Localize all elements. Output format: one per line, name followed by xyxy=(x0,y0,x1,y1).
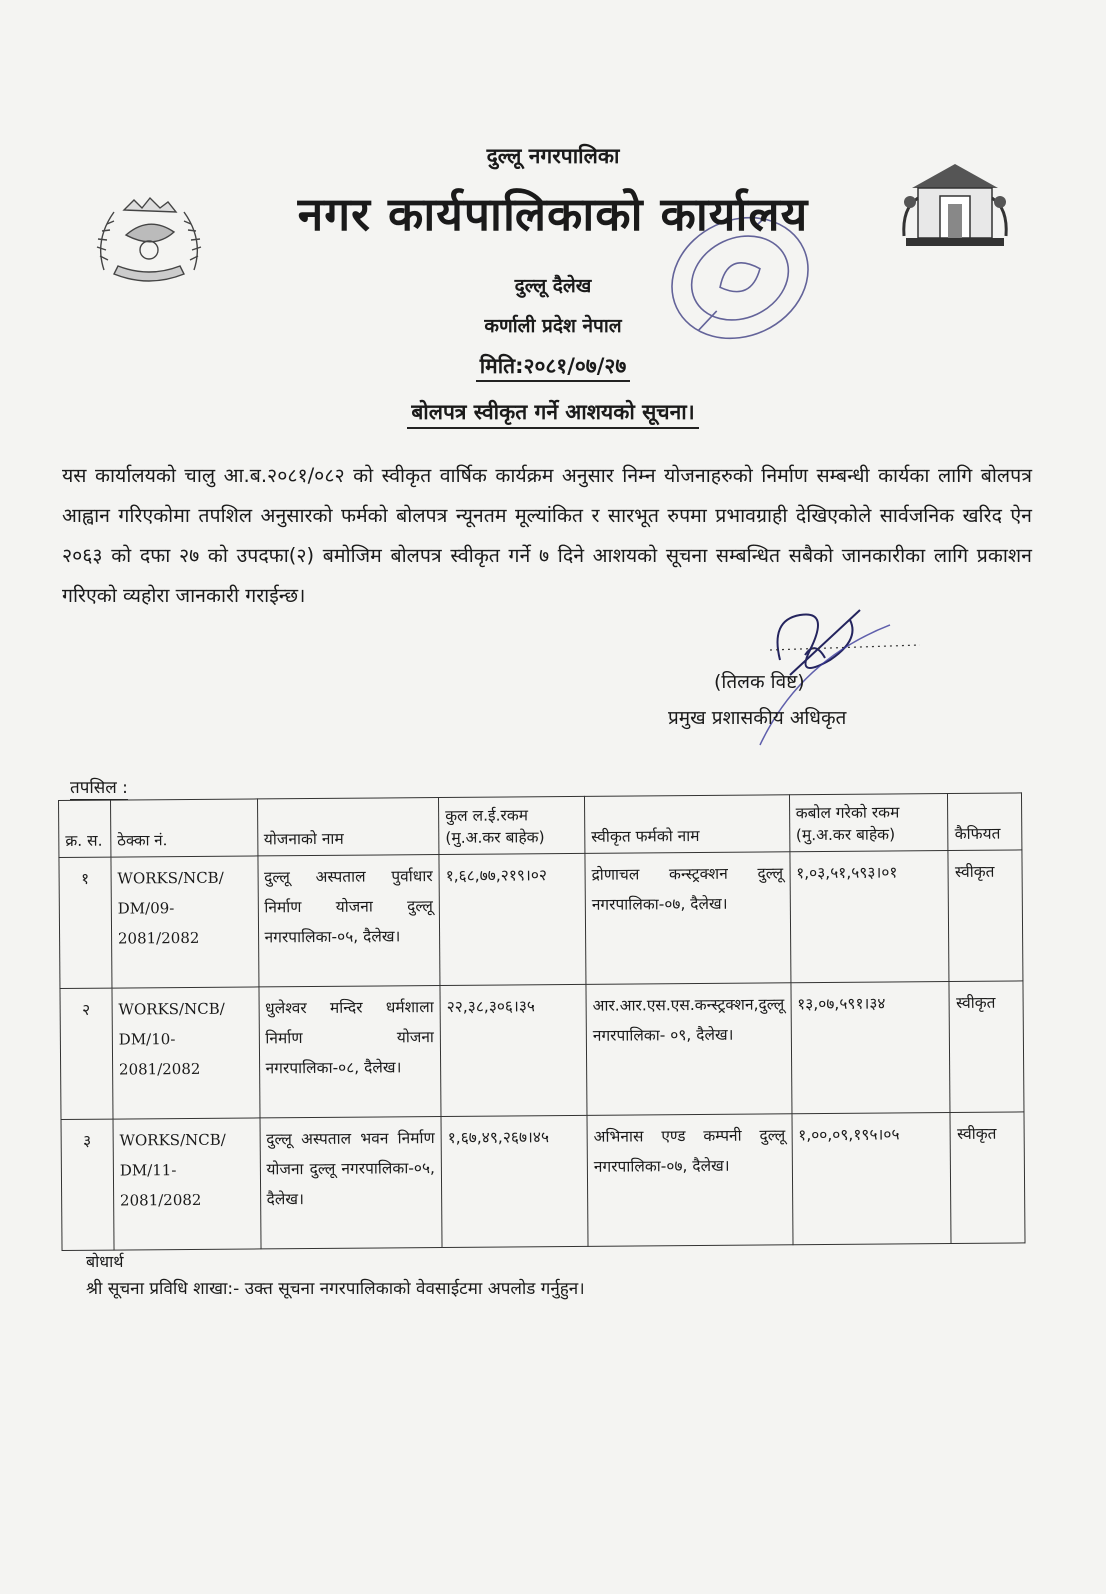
cell-remarks: स्वीकृत xyxy=(948,850,1023,982)
signatory-title: प्रमुख प्रशासकीय अधिकृत xyxy=(668,707,847,729)
cell-serial: १ xyxy=(59,857,112,988)
notice-date: मिति:२०८१/०७/२७ xyxy=(476,354,631,382)
office-title: नगर कार्यपालिकाको कार्यालय xyxy=(297,187,809,241)
table-row xyxy=(59,850,1023,989)
office-province: कर्णाली प्रदेश नेपाल xyxy=(484,315,622,337)
header-remarks: कैफियत xyxy=(948,793,1022,851)
cell-firm: द्रोणाचल कन्स्ट्रक्शन दुल्लू नगरपालिका-०७, दैलेख। xyxy=(585,852,791,985)
header-project: योजनाको नाम xyxy=(257,798,439,856)
office-location: दुल्लू दैलेख xyxy=(514,275,592,297)
cell-project: दुल्लू अस्पताल पुर्वाधार निर्माण योजना दुल्लू नगरपालिका-०५, दैलेख। xyxy=(257,855,440,987)
cell-contract-no: WORKS/NCB/ DM/09- 2081/2082 xyxy=(111,856,259,988)
municipality-name: दुल्लू नगरपालिका xyxy=(486,144,620,168)
notice-body-paragraph: यस कार्यालयको चालु आ.ब.२०८१/०८२ को स्वीकृत वार्षिक कार्यक्रम अनुसार निम्न योजनाहरुको निर्माण सम्बन्धी कार्यका लागि बोलपत्र आह्वान गरिएकोमा तपशिल अनुसारको फर्मको बोलपत्र न्यूनतम मूल्यांकित र सारभूत रुपमा प्रभावग्राही देखिएकोले सार्वजनिक खरिद ऐन २०६३ को दफा २७ को उपदफा(२) बमोजिम बोलपत्र स्वीकृत गर्ने ७ दिने आशयको सूचना सम्बन्धित सबैको जानकारीका लागि प्रकाशन गरिएको व्यहोरा जानकारी गराईन्छ। xyxy=(62,464,1032,607)
notice-title: बोलपत्र स्वीकृत गर्ने आशयको सूचना। xyxy=(407,400,698,429)
cell-bid-amount: १,०३,५१,५९३।०१ xyxy=(789,851,949,983)
table-header-row xyxy=(59,793,1022,858)
header-estimate: कुल ल.ई.रकम (मु.अ.कर बाहेक) xyxy=(439,796,585,854)
cell-firm: आर.आर.एस.एस.कन्स्ट्रक्शन,दुल्लू नगरपालिका- ०९, दैलेख। xyxy=(586,983,792,1116)
cell-bid-amount: १३,०७,५९१।३४ xyxy=(791,982,951,1114)
header-contract-no: ठेक्का नं. xyxy=(110,799,257,857)
cell-contract-no: WORKS/NCB/ DM/11- 2081/2082 xyxy=(113,1118,261,1250)
contract-award-table xyxy=(58,792,1026,1251)
cell-estimate: १,६८,७७,२१९।०२ xyxy=(439,853,586,985)
cc-recipient-line: श्री सूचना प्रविधि शाखा:- उक्त सूचना नगरपालिकाको वेवसाईटमा अपलोड गर्नुहुन। xyxy=(86,1279,585,1299)
header-serial: क्र. स. xyxy=(59,800,111,857)
cell-estimate: १,६७,४९,२६७।४५ xyxy=(441,1115,588,1247)
header-firm: स्वीकृत फर्मको नाम xyxy=(584,795,789,854)
signatory-name: (तिलक विष्ट) xyxy=(714,671,805,693)
cell-bid-amount: १,००,०९,१९५।०५ xyxy=(792,1113,952,1245)
cell-project: धुलेश्वर मन्दिर धर्मशाला निर्माण योजना नगरपालिका-०८, दैलेख। xyxy=(258,986,441,1118)
cell-serial: २ xyxy=(60,988,113,1119)
cell-firm: अभिनास एण्ड कम्पनी दुल्लू नगरपालिका-०७, दैलेख। xyxy=(587,1114,793,1247)
table-row xyxy=(61,1112,1025,1251)
schedule-label: तपसिल : xyxy=(70,775,128,800)
cell-contract-no: WORKS/NCB/ DM/10- 2081/2082 xyxy=(112,987,260,1119)
table-row xyxy=(60,981,1024,1120)
cell-remarks: स्वीकृत xyxy=(949,981,1024,1113)
cell-serial: ३ xyxy=(61,1119,114,1250)
cc-label: बोधार्थ xyxy=(86,1252,124,1271)
header-bid-amount: कबोल गरेको रकम (मु.अ.कर बाहेक) xyxy=(789,794,948,852)
cell-project: दुल्लू अस्पताल भवन निर्माण योजना दुल्लू नगरपालिका-०५, दैलेख। xyxy=(260,1117,443,1249)
cell-estimate: २२,३८,३०६।३५ xyxy=(440,984,587,1116)
cell-remarks: स्वीकृत xyxy=(950,1112,1025,1244)
